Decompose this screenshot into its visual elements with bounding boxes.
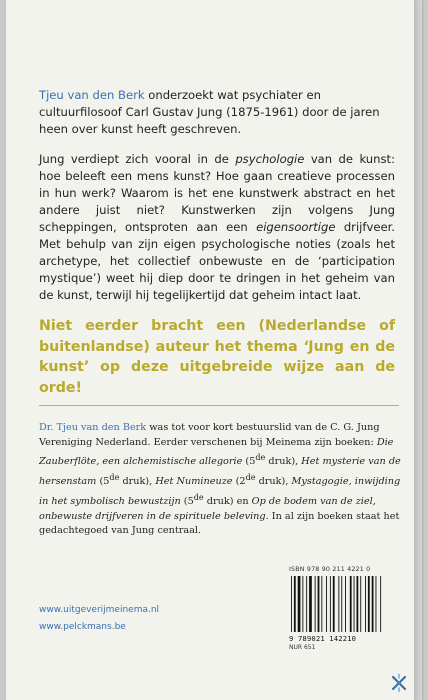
- intro-text: onderzoekt wat psychiater en cultuurfilosoof Carl Gustav Jung (1875-1961) door de jaren heen over kunst heeft geschreven.: [39, 88, 380, 136]
- intro-paragraph: [39, 87, 395, 138]
- book-title: Die Zauberflöte, een alchemistische allegorie: [39, 436, 394, 468]
- bio-text: druk),: [255, 476, 292, 488]
- highlight-quote: Niet eerder bracht een (Nederlandse of buitenlandse) auteur het thema ‘Jung en de kunst’ op deze uitgebreide wijze aan de orde!: [39, 318, 395, 396]
- bio-text: . In al zijn boeken staat het gedachtegoed van Jung centraal.: [39, 510, 400, 537]
- bio-text: was tot voor kort bestuurslid van de C. G. Jung Vereniging Nederland. Eerder verschenen bij Meinema zijn boeken:: [39, 422, 380, 448]
- bio-text: druk) en: [203, 496, 252, 508]
- book-title: Mystagogie, inwijding in het symbolisch bewustzijn: [39, 476, 401, 508]
- barcode-digits: 9 789021 142210: [289, 634, 357, 643]
- spine-shadow: [414, 0, 422, 700]
- book-title: Het Numineuze: [155, 476, 233, 488]
- bio-text: (5: [180, 496, 194, 508]
- book-title: Op de bodem van de ziel, onbewuste drijfveren in de spirituele beleving: [39, 496, 376, 522]
- description-text: Jung verdiept zich vooral in de: [39, 152, 236, 166]
- author-name: Tjeu van den Berk: [39, 88, 145, 102]
- publisher-link-pelckmans[interactable]: www.pelckmans.be: [39, 621, 126, 632]
- description-emphasis: eigensoortige: [256, 220, 336, 234]
- bio-text: druk),: [119, 476, 156, 488]
- bio-text: (2: [232, 476, 246, 488]
- isbn-number: ISBN 978 90 211 4221 0: [289, 566, 371, 573]
- book-title: Het mysterie van de hersenstam: [39, 456, 401, 488]
- divider: [39, 405, 399, 406]
- bio-author-name: Dr. Tjeu van den Berk: [39, 422, 147, 433]
- isbn-barcode: [289, 566, 393, 662]
- edition-sup: de: [109, 472, 120, 483]
- author-bio-paragraph: [39, 421, 401, 539]
- description-paragraph: [39, 151, 395, 304]
- bio-text: druk),: [265, 456, 302, 468]
- publisher-logo-icon: [389, 673, 409, 693]
- edition-sup: de: [193, 491, 204, 502]
- edition-sup: de: [245, 472, 256, 483]
- description-emphasis: psychologie: [235, 152, 305, 166]
- bio-text: (5: [96, 476, 110, 488]
- publisher-links: [39, 602, 159, 635]
- nur-code: NUR 651: [289, 644, 316, 651]
- barcode-icon: [289, 576, 385, 634]
- description-text: van de kunst: hoe beleeft een mens kunst? Hoe gaan creatieve processen in hun werk? Waarom is het ene kunstwerk abstract en het andere juist niet? Kunstwerken zijn volgens Jung scheppingen, ontsproten aan een: [39, 152, 395, 234]
- publisher-link-meinema[interactable]: www.uitgeverijmeinema.nl: [39, 605, 160, 615]
- book-back-cover: [6, 0, 422, 700]
- description-text: drijfveer. Met behulp van zijn eigen psychologische noties (zoals het archetype, het collectief onbewuste en de ‘participation mystique’) weet hij diep door te dringen in het geheim van de kunst, terwijl hij tegelijkertijd dat geheim intact laat.: [39, 220, 395, 302]
- edition-sup: de: [255, 452, 266, 463]
- bio-text: (5: [242, 456, 256, 468]
